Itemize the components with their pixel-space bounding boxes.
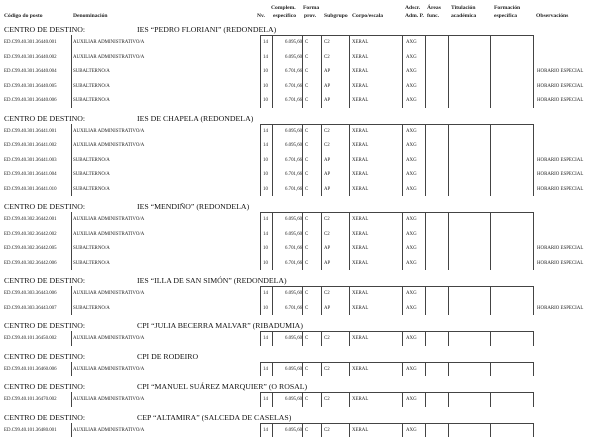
cell-forma: C [305,336,309,341]
column-rule [71,392,72,407]
column-rule [302,423,303,438]
section-top-rule [260,423,533,424]
cell-complemento: 6.701,66 [285,172,303,177]
cell-subgrupo: C2 [324,143,330,148]
column-rule [71,212,72,270]
cell-nivel: 10 [263,69,268,74]
column-rule [302,392,303,407]
cell-forma: C [305,128,309,134]
column-rule [533,423,534,438]
cell-denominacion: SUBALTERNO/A [73,172,110,177]
column-rule [425,392,426,407]
cell-complemento: 6.701,66 [285,98,303,103]
cell-corpo: XERAL [352,366,369,372]
cell-forma: C [305,143,309,148]
cell-subgrupo: C2 [324,291,330,296]
cell-denominacion: AUXILIAR ADMINISTRATIVO/A [73,143,145,148]
column-rule [260,124,261,197]
center-name: IES “ILLA DE SAN SIMÓN” (REDONDELA) [137,276,287,285]
column-rule [425,212,426,270]
center-label: CENTRO DE DESTINO: [4,351,85,361]
cell-corpo: XERAL [352,172,369,177]
cell-nivel: 10 [263,83,268,89]
cell-adscr: AXG [406,291,417,296]
cell-forma: C [305,54,309,60]
column-rule [349,124,350,197]
cell-codigo: ED.C99.40.302.36442.006 [4,260,57,266]
cell-codigo: ED.C99.40.301.36440.001 [4,40,57,45]
cell-denominacion: SUBALTERNO/A [73,157,110,163]
section-top-rule [260,286,533,287]
cell-observacions: HORARIO ESPECIAL [537,260,584,266]
col-formacion-line2: específica [494,13,517,19]
col-subgrupo: Subgrupo [324,13,348,19]
cell-denominacion: AUXILIAR ADMINISTRATIVO/A [73,291,145,296]
column-rule [260,392,261,407]
section-top-rule [260,392,533,393]
center-label: CENTRO DE DESTINO: [4,276,85,285]
cell-subgrupo: AP [324,260,331,266]
center-label: CENTRO DE DESTINO: [4,321,85,330]
cell-subgrupo: C2 [324,54,330,60]
column-rule [349,392,350,407]
cell-adscr: AXG [406,217,417,222]
cell-subgrupo: C2 [324,427,330,433]
cell-forma: C [305,98,309,103]
center-label: CENTRO DE DESTINO: [4,113,85,123]
cell-complemento: 6.701,66 [285,186,303,192]
column-rule [448,423,449,438]
col-complemento-line1: Complem. [271,5,296,11]
cell-observacions: HORARIO ESPECIAL [537,83,584,89]
cell-adscr: AXG [406,366,417,372]
column-rule [425,35,426,108]
center-name: CPI “JULIA BECERRA MALVAR” (RIBADUMIA) [137,321,303,330]
column-rule [260,212,261,270]
column-rule [321,212,322,270]
cell-subgrupo: AP [324,246,331,251]
column-rule [71,124,72,197]
cell-codigo: ED.C99.40.301.36440.002 [4,54,57,60]
cell-subgrupo: AP [324,186,331,192]
col-titulacion-line2: académica [451,13,477,19]
cell-codigo: ED.C99.40.302.36442.005 [4,246,57,251]
cell-corpo: XERAL [352,186,369,192]
column-rule [302,286,303,315]
cell-corpo: XERAL [352,291,369,296]
cell-adscr: AXG [406,98,417,103]
column-rule [490,423,491,438]
cell-forma: C [305,246,309,251]
section-top-rule [260,35,533,36]
cell-codigo: ED.C99.40.303.36443.006 [4,291,57,296]
column-rule [321,392,322,407]
cell-denominacion: SUBALTERNO/A [73,246,110,251]
center-name: CEP “ALTAMIRA” (SALCEDA DE CASELAS) [137,412,292,422]
cell-forma: C [305,83,309,89]
cell-corpo: XERAL [352,246,369,251]
cell-corpo: XERAL [352,143,369,148]
cell-denominacion: AUXILIAR ADMINISTRATIVO/A [73,397,145,402]
cell-subgrupo: C2 [324,366,330,372]
cell-corpo: XERAL [352,427,369,433]
column-rule [321,423,322,438]
cell-nivel: 10 [263,98,268,103]
cell-complemento: 6.095,60 [285,54,303,60]
column-rule [302,35,303,108]
column-rule [349,331,350,346]
cell-complemento: 6.095,60 [285,231,303,237]
cell-subgrupo: AP [324,69,331,74]
column-rule [533,331,534,346]
cell-denominacion: SUBALTERNO/A [73,305,110,311]
column-rule [349,286,350,315]
cell-forma: C [305,305,309,311]
cell-denominacion: SUBALTERNO/A [73,98,110,103]
section-top-rule [260,362,533,363]
cell-nivel: 14 [263,143,268,148]
cell-subgrupo: AP [324,157,331,163]
cell-forma: C [305,260,309,266]
cell-corpo: XERAL [352,231,369,237]
cell-adscr: AXG [406,69,417,74]
cell-nivel: 14 [263,54,268,60]
cell-codigo: ED.C99.40.101.36460.006 [4,366,57,372]
center-label: CENTRO DE DESTINO: [4,382,85,391]
cell-adscr: AXG [406,128,417,134]
cell-codigo: ED.C99.40.101.36450.002 [4,336,57,341]
cell-nivel: 14 [263,291,268,296]
cell-denominacion: AUXILIAR ADMINISTRATIVO/A [73,366,145,372]
column-rule [321,35,322,108]
column-rule [321,124,322,197]
cell-corpo: XERAL [352,336,369,341]
column-rule [272,331,273,346]
center-name: CPI “MANUEL SUÁREZ MARQUIER” (O ROSAL) [137,382,308,391]
cell-denominacion: AUXILIAR ADMINISTRATIVO/A [73,336,145,341]
cell-forma: C [305,231,309,237]
column-rule [71,331,72,346]
cell-codigo: ED.C99.40.101.36470.002 [4,397,57,402]
cell-nivel: 14 [263,427,268,433]
column-rule [490,35,491,108]
column-rule [402,286,403,315]
cell-adscr: AXG [406,40,417,45]
column-rule [272,286,273,315]
cell-corpo: XERAL [352,397,369,402]
cell-adscr: AXG [406,427,417,433]
cell-corpo: XERAL [352,305,369,311]
cell-nivel: 14 [263,336,268,341]
column-rule [402,392,403,407]
cell-adscr: AXG [406,157,417,163]
column-rule [349,212,350,270]
cell-nivel: 14 [263,366,268,372]
column-rule [260,331,261,346]
column-rule [349,362,350,377]
column-rule [402,331,403,346]
cell-codigo: ED.C99.40.301.36440.005 [4,83,57,89]
cell-complemento: 6.095,60 [285,128,303,134]
cell-forma: C [305,397,309,402]
cell-forma: C [305,366,309,372]
cell-complemento: 6.095,60 [285,397,303,402]
column-rule [349,35,350,108]
col-areas-line1: Áreas [427,5,441,11]
cell-subgrupo: C2 [324,397,330,402]
cell-forma: C [305,157,309,163]
cell-corpo: XERAL [352,83,369,89]
column-rule [321,286,322,315]
section-top-rule [260,124,533,125]
cell-nivel: 10 [263,305,268,311]
col-forma-line1: Forma [303,5,320,11]
column-rule [272,124,273,197]
cell-subgrupo: C2 [324,40,330,45]
cell-codigo: ED.C99.40.301.36441.001 [4,128,57,134]
cell-subgrupo: C2 [324,336,330,341]
column-rule [448,331,449,346]
column-rule [425,331,426,346]
cell-observacions: HORARIO ESPECIAL [537,69,584,74]
column-rule [533,212,534,270]
cell-complemento: 6.095,60 [285,336,303,341]
cell-codigo: ED.C99.40.301.36440.004 [4,69,57,74]
cell-forma: C [305,217,309,222]
cell-subgrupo: C2 [324,217,330,222]
cell-denominacion: AUXILIAR ADMINISTRATIVO/A [73,231,145,237]
cell-forma: C [305,186,309,192]
cell-denominacion: SUBALTERNO/A [73,186,110,192]
cell-adscr: AXG [406,186,417,192]
column-rule [302,212,303,270]
cell-corpo: XERAL [352,54,369,60]
col-observacions: Observacións [536,13,569,19]
section-top-rule [260,331,533,332]
cell-codigo: ED.C99.40.301.36441.010 [4,186,57,192]
column-rule [260,35,261,108]
cell-complemento: 6.701,66 [285,157,303,163]
cell-denominacion: AUXILIAR ADMINISTRATIVO/A [73,54,145,60]
column-rule [71,362,72,377]
column-rule [71,286,72,315]
column-rule [302,331,303,346]
column-rule [490,124,491,197]
cell-nivel: 14 [263,217,268,222]
cell-codigo: ED.C99.40.301.36441.004 [4,172,57,177]
col-titulacion-line1: Titulación [451,5,476,11]
column-rule [272,362,273,377]
cell-forma: C [305,291,309,296]
cell-nivel: 14 [263,231,268,237]
cell-forma: C [305,172,309,177]
cell-subgrupo: AP [324,98,331,103]
cell-corpo: XERAL [352,98,369,103]
col-codigo-posto: Código do posto [4,13,43,19]
column-rule [490,331,491,346]
cell-corpo: XERAL [352,260,369,266]
column-rule [425,286,426,315]
column-rule [260,362,261,377]
cell-denominacion: AUXILIAR ADMINISTRATIVO/A [73,40,145,45]
cell-corpo: XERAL [352,217,369,222]
cell-denominacion: AUXILIAR ADMINISTRATIVO/A [73,128,145,134]
cell-adscr: AXG [406,305,417,311]
column-rule [425,423,426,438]
column-rule [402,362,403,377]
center-label: CENTRO DE DESTINO: [4,25,85,34]
column-rule [448,362,449,377]
cell-corpo: XERAL [352,157,369,163]
cell-complemento: 6.095,60 [285,40,303,45]
cell-nivel: 14 [263,397,268,402]
cell-adscr: AXG [406,397,417,402]
cell-adscr: AXG [406,260,417,266]
cell-codigo: ED.C99.40.301.36441.003 [4,157,57,163]
column-rule [402,35,403,108]
cell-observacions: HORARIO ESPECIAL [537,157,584,163]
cell-codigo: ED.C99.40.301.36441.002 [4,143,57,148]
column-rule [349,423,350,438]
col-denominacion: Denominación [73,13,108,19]
column-rule [533,286,534,315]
cell-complemento: 6.095,60 [285,291,303,296]
cell-complemento: 6.701,66 [285,246,303,251]
col-complemento-line2: específico [273,13,296,19]
column-rule [448,286,449,315]
col-nivel: Nv. [257,13,265,19]
cell-nivel: 10 [263,186,268,192]
col-forma-line2: prov. [304,13,317,19]
column-rule [448,35,449,108]
column-rule [71,35,72,108]
cell-forma: C [305,40,309,45]
cell-adscr: AXG [406,172,417,177]
cell-subgrupo: C2 [324,128,330,134]
column-rule [533,35,534,108]
cell-complemento: 6.095,60 [285,427,303,433]
cell-subgrupo: AP [324,83,331,89]
cell-forma: C [305,69,309,74]
column-rule [302,124,303,197]
cell-denominacion: SUBALTERNO/A [73,83,110,89]
column-rule [448,392,449,407]
column-rule [321,362,322,377]
center-name: IES “MENDIÑO” (REDONDELA) [137,202,250,211]
column-rule [490,392,491,407]
cell-codigo: ED.C99.40.302.36442.001 [4,217,57,222]
cell-observacions: HORARIO ESPECIAL [537,305,584,311]
cell-denominacion: AUXILIAR ADMINISTRATIVO/A [73,427,145,433]
section-top-rule [260,212,533,213]
cell-observacions: HORARIO ESPECIAL [537,186,584,192]
column-rule [260,423,261,438]
col-adscr-line2: Adm. P. [405,13,424,19]
cell-observacions: HORARIO ESPECIAL [537,172,584,177]
cell-complemento: 6.701,66 [285,83,303,89]
cell-complemento: 6.095,60 [285,366,303,372]
column-rule [425,362,426,377]
column-rule [272,423,273,438]
column-rule [321,331,322,346]
cell-observacions: HORARIO ESPECIAL [537,98,584,103]
cell-nivel: 10 [263,172,268,177]
cell-forma: C [305,427,309,433]
column-rule [533,392,534,407]
cell-denominacion: SUBALTERNO/A [73,260,110,266]
cell-complemento: 6.095,60 [285,217,303,222]
cell-subgrupo: AP [324,305,331,311]
cell-corpo: XERAL [352,40,369,45]
cell-nivel: 14 [263,128,268,134]
cell-corpo: XERAL [352,69,369,74]
center-name: IES “PEDRO FLORIANI” (REDONDELA) [137,25,277,34]
cell-codigo: ED.C99.40.302.36442.002 [4,231,57,237]
cell-subgrupo: C2 [324,231,330,237]
cell-complemento: 6.701,66 [285,260,303,266]
col-areas-line2: func. [427,13,439,19]
column-rule [402,423,403,438]
cell-adscr: AXG [406,143,417,148]
column-rule [272,392,273,407]
center-label: CENTRO DE DESTINO: [4,412,85,422]
cell-subgrupo: AP [324,172,331,177]
center-name: CPI DE RODEIRO [137,351,199,361]
column-rule [490,362,491,377]
column-rule [425,124,426,197]
col-formacion-line1: Formación [494,5,521,11]
cell-adscr: AXG [406,231,417,237]
column-rule [533,124,534,197]
column-rule [272,212,273,270]
cell-nivel: 10 [263,246,268,251]
column-rule [302,362,303,377]
cell-codigo: ED.C99.40.303.36443.007 [4,305,57,311]
cell-adscr: AXG [406,336,417,341]
cell-adscr: AXG [406,246,417,251]
cell-denominacion: AUXILIAR ADMINISTRATIVO/A [73,217,145,222]
col-adscr-line1: Adscr. [405,5,421,11]
column-rule [490,286,491,315]
column-rule [402,124,403,197]
cell-nivel: 10 [263,157,268,163]
column-rule [71,423,72,438]
center-label: CENTRO DE DESTINO: [4,202,85,211]
cell-nivel: 10 [263,260,268,266]
cell-nivel: 14 [263,40,268,45]
column-rule [272,35,273,108]
cell-adscr: AXG [406,54,417,60]
cell-corpo: XERAL [352,128,369,134]
column-rule [448,212,449,270]
cell-codigo: ED.C99.40.101.36480.001 [4,427,57,433]
cell-codigo: ED.C99.40.301.36440.006 [4,98,57,103]
column-rule [448,124,449,197]
cell-observacions: HORARIO ESPECIAL [537,246,584,251]
column-rule [260,286,261,315]
cell-complemento: 6.701,66 [285,305,303,311]
column-rule [533,362,534,377]
col-corpo-escala: Corpo/escala [352,13,384,19]
column-rule [490,212,491,270]
cell-complemento: 6.701,66 [285,69,303,74]
cell-adscr: AXG [406,83,417,89]
center-name: IES DE CHAPELA (REDONDELA) [137,113,254,123]
cell-complemento: 6.095,60 [285,143,303,148]
column-rule [402,212,403,270]
cell-denominacion: SUBALTERNO/A [73,69,110,74]
